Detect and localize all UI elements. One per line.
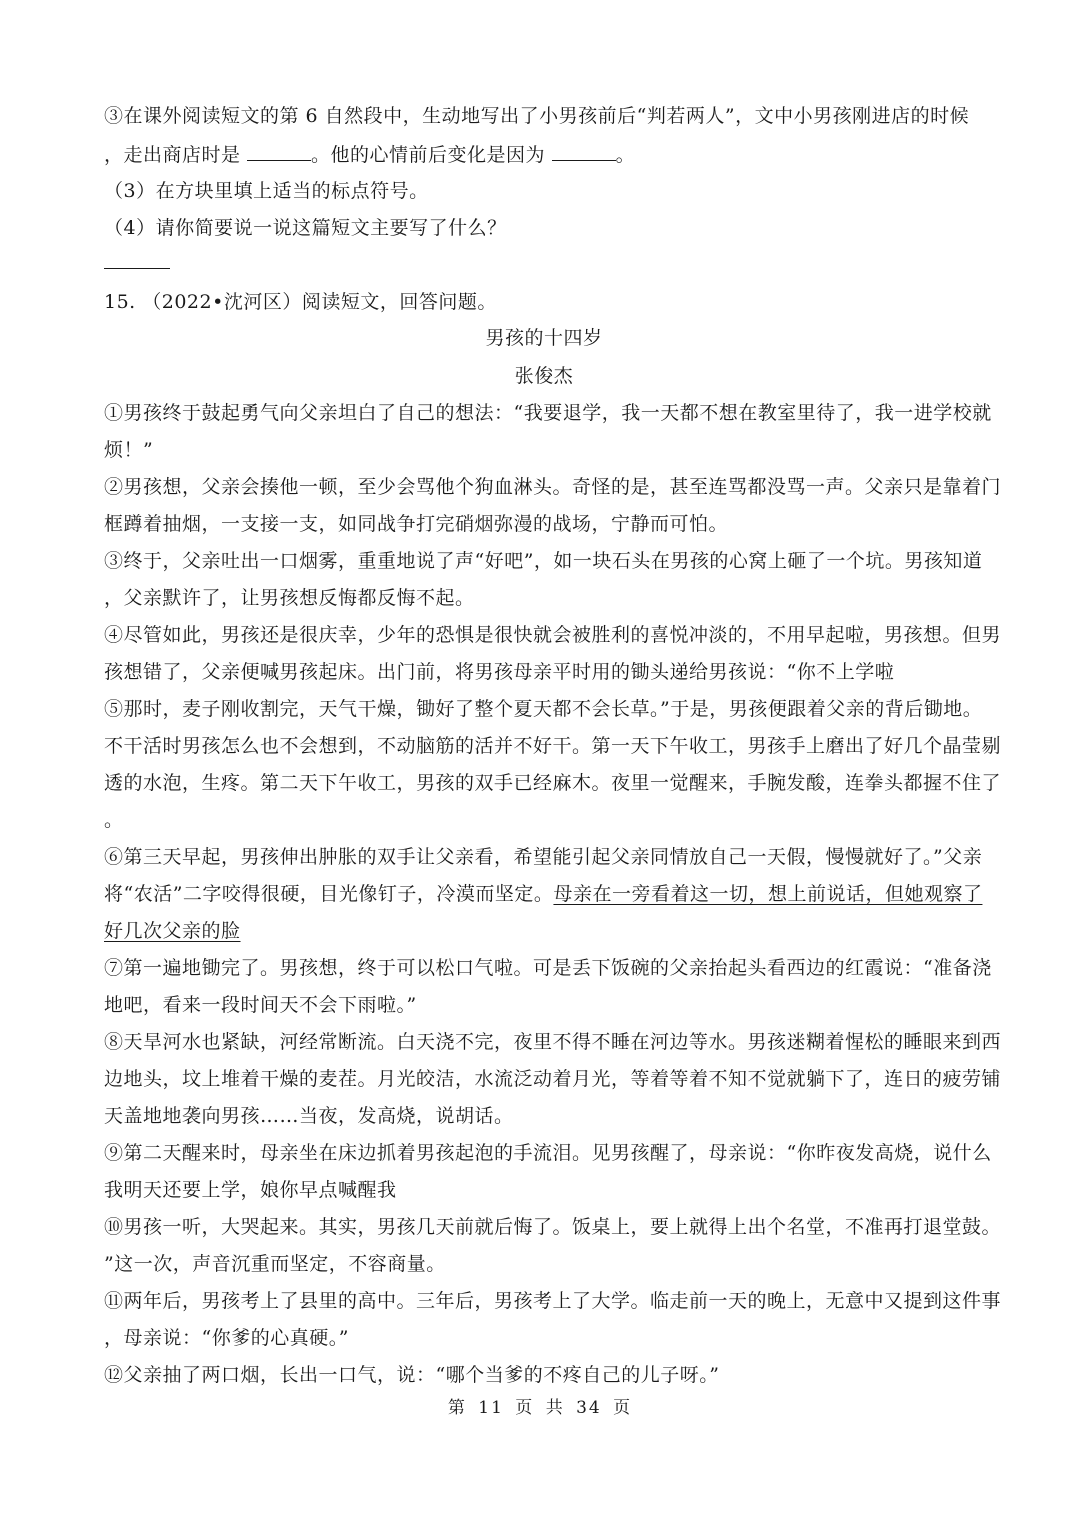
passage-line: ”这一次，声音沉重而坚定，不容商量。 bbox=[104, 1253, 446, 1275]
passage-line: 我明天还要上学，娘你早点喊醒我 bbox=[104, 1179, 397, 1201]
passage-line: 边地头，坟上堆着干燥的麦茬。月光皎洁，水流泛动着月光，等着等着不知不觉就躺下了，连日的疲劳铺 bbox=[104, 1068, 1002, 1090]
passage-line: ⑫父亲抽了两口烟，长出一口气，说：“哪个当爹的不疼自己的儿子呀。” bbox=[104, 1364, 720, 1386]
passage-line: ⑨第二天醒来时，母亲坐在床边抓着男孩起泡的手流泪。见男孩醒了，母亲说：“你昨夜发高烧，说什么 bbox=[104, 1142, 992, 1164]
underlined-sentence: 母亲在一旁看着这一切，想上前说话，但她观察了 bbox=[553, 883, 983, 905]
passage-line: 框蹲着抽烟，一支接一支，如同战争打完硝烟弥漫的战场，宁静而可怕。 bbox=[104, 513, 729, 535]
sub-question-3: （3）在方块里填上适当的标点符号。 bbox=[104, 180, 429, 202]
passage-line: 烦！” bbox=[104, 439, 154, 461]
passage-line: ，父亲默许了，让男孩想反悔都反悔不起。 bbox=[104, 587, 475, 609]
passage-line: ③终于，父亲吐出一口烟雾，重重地说了声“好吧”，如一块石头在男孩的心窝上砸了一个坑。男孩知道 bbox=[104, 550, 983, 572]
passage-author: 张俊杰 bbox=[514, 365, 574, 387]
total-page-count: 34 bbox=[576, 1398, 602, 1418]
passage-line: 地吧，看来一段时间天不会下雨啦。” bbox=[104, 994, 417, 1016]
page-footer: 第 11 页 共 34 页 bbox=[447, 1398, 633, 1418]
passage-line: ⑤那时，麦子刚收割完，天气干燥，锄好了整个夏天都不会长草。”于是，男孩便跟着父亲的背后锄地。 bbox=[104, 698, 983, 720]
passage-line: 天盖地地袭向男孩……当夜，发高烧，说胡话。 bbox=[104, 1105, 514, 1127]
passage-line-underlined: 将“农活”二字咬得很硬，目光像钉子，冷漠而坚定。母亲在一旁看着这一切，想上前说话，但她观察了 bbox=[104, 883, 983, 905]
passage-line: ④尽管如此，男孩还是很庆幸，少年的恐惧是很快就会被胜利的喜悦冲淡的，不用早起啦，男孩想。但男 bbox=[104, 624, 1002, 646]
passage-line: ⑪两年后，男孩考上了县里的高中。三年后，男孩考上了大学。临走前一天的晚上，无意中又提到这件事 bbox=[104, 1290, 1002, 1312]
current-page-number: 11 bbox=[478, 1398, 504, 1418]
passage-line: ⑧天旱河水也紧缺，河经常断流。白天浇不完，夜里不得不睡在河边等水。男孩迷糊着惺松的睡眼来到西 bbox=[104, 1031, 1002, 1053]
q3-line-2: ，走出商店时是 。他的心情前后变化是因为 。 bbox=[104, 144, 636, 166]
q3-line-1: ③在课外阅读短文的第 6 自然段中，生动地写出了小男孩前后“判若两人”，文中小男孩刚进店的时候 bbox=[104, 105, 970, 127]
passage-line: ⑦第一遍地锄完了。男孩想，终于可以松口气啦。可是丢下饭碗的父亲抬起头看西边的红霞说：“准备浇 bbox=[104, 957, 992, 979]
passage-line: ，母亲说：“你爹的心真硬。” bbox=[104, 1327, 349, 1349]
answer-blank-2[interactable] bbox=[552, 142, 616, 161]
passage-line: ②男孩想，父亲会揍他一顿，至少会骂他个狗血淋头。奇怪的是，甚至连骂都没骂一声。父亲只是靠着门 bbox=[104, 476, 1002, 498]
question-15-header: 15. （2022•沈河区）阅读短文，回答问题。 bbox=[104, 291, 497, 313]
passage-line: ⑥第三天早起，男孩伸出肿胀的双手让父亲看，希望能引起父亲同情放自己一天假，慢慢就好了。”父亲 bbox=[104, 846, 983, 868]
passage-title: 男孩的十四岁 bbox=[485, 327, 603, 349]
passage-line: 孩想错了，父亲便喊男孩起床。出门前，将男孩母亲平时用的锄头递给男孩说：“你不上学啦 bbox=[104, 661, 895, 683]
passage-line: 。 bbox=[104, 809, 124, 831]
passage-line: 不干活时男孩怎么也不会想到，不动脑筋的活并不好干。第一天下午收工，男孩手上磨出了好几个晶莹剔 bbox=[104, 735, 1002, 757]
answer-blank-1[interactable] bbox=[247, 142, 311, 161]
passage-line: 透的水泡，生疼。第二天下午收工，男孩的双手已经麻木。夜里一觉醒来，手腕发酸，连拳头都握不住了 bbox=[104, 772, 1002, 794]
sub-question-4: （4）请你简要说一说这篇短文主要写了什么？ bbox=[104, 217, 507, 239]
passage-line: ①男孩终于鼓起勇气向父亲坦白了自己的想法：“我要退学，我一天都不想在教室里待了，我一进学校就 bbox=[104, 402, 992, 424]
passage-line-underlined bbox=[104, 919, 984, 943]
passage-line: ⑩男孩一听，大哭起来。其实，男孩几天前就后悔了。饭桌上，要上就得上出个名堂，不准再打退堂鼓。 bbox=[104, 1216, 1002, 1238]
underlined-sentence: 好几次父亲的脸 bbox=[104, 920, 241, 942]
answer-line[interactable] bbox=[104, 268, 170, 269]
